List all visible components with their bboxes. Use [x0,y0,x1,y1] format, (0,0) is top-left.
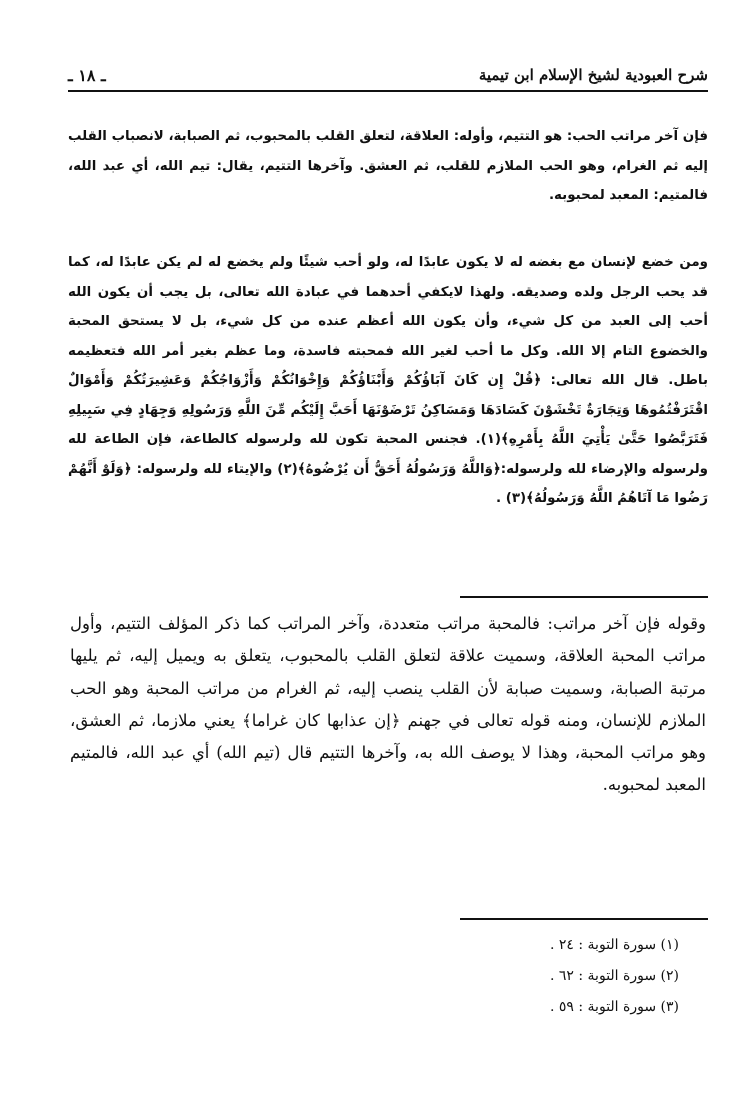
main-paragraph-1-text: فإن آخر مراتب الحب: هو التتيم، وأوله: العلاقة، لتعلق القلب بالمحبوب، ثم الصبابة، لانصباب القلب إليه ثم الغرام، وهو الحب الملازم للقلب، ثم العشق. وآخرها التتيم، يقال: تيم الله، أي عبد الله، فالمتيم: المعبد لمحبوبه. [68,129,708,203]
book-title: شرح العبودية لشيخ الإسلام ابن تيمية [478,66,708,84]
header-rule [68,90,708,92]
main-text-paragraph-2 [68,248,708,514]
main-paragraph-2-text: ومن خضع لإنسان مع بغضه له لا يكون عابدًا له، ولو أحب شيئًا ولم يخضع له لم يكن عابدًا له، كما قد يحب الرجل ولده وصديقه. ولهذا لايكفي أحدهما في عبادة الله تعالى، بل يجب أن يكون الله أحب إلى العبد من كل شيء، وأن يكون الله أعظم عنده من كل شيء، بل لا يستحق المحبة والخضوع التام إلا الله. وكل ما أحب لغير الله فمحبته فاسدة، وما عظم بغير أمر الله فتعظيمه باطل. قال الله تعالى: ﴿قُلْ إِن كَانَ آبَاؤُكُمْ وَأَبْنَاؤُكُمْ وَإِخْوَانُكُمْ وَأَزْوَاجُكُمْ وَعَشِيرَتُكُمْ وَأَمْوَالٌ اقْتَرَفْتُمُوهَا وَتِجَارَةٌ تَخْشَوْنَ كَسَادَهَا وَمَسَاكِنُ تَرْضَوْنَهَا أَحَبَّ إِلَيْكُم مِّنَ اللَّهِ وَرَسُولِهِ وَجِهَادٍ فِي سَبِيلِهِ فَتَرَبَّصُوا حَتَّىٰ يَأْتِيَ اللَّهُ بِأَمْرِهِ﴾(١). فجنس المحبة تكون لله ولرسوله كالطاعة، فإن الطاعة لله ولرسوله والإرضاء لله ولرسوله:﴿وَاللَّهُ وَرَسُولُهُ أَحَقُّ أَن يُرْضُوهُ﴾(٢) والإيتاء لله ولرسوله: ﴿وَلَوْ أَنَّهُمْ رَضُوا مَا آتَاهُمُ اللَّهُ وَرَسُولُهُ﴾(٣) . [68,255,709,506]
separator-rule [460,596,708,598]
footnotes [439,930,679,1023]
footnote-1: (١) سورة التوبة : ٢٤ . [549,937,679,953]
page-number: ـ ١٨ ـ [68,65,106,85]
footnote-rule [460,918,708,920]
footnote-3: (٣) سورة التوبة : ٥٩ . [549,999,679,1015]
commentary-block [70,608,706,802]
commentary-text: وقوله فإن آخر مراتب: فالمحبة مراتب متعددة، وآخر المراتب كما ذكر المؤلف التتيم، وأول مراتب المحبة العلاقة، وسميت علاقة لتعلق القلب بالمحبوب، يتعلق به ويميل إليه، ثم يليها مرتبة الصبابة، وسميت صبابة لأن القلب ينصب إليه، ثم الغرام من مراتب المحبة وهو الحب الملازم للإنسان، ومنه قوله تعالى في جهنم ﴿إن عذابها كان غراما﴾ يعني ملازما، ثم العشق، وهو مراتب المحبة، وهذا لا يوصف الله به، وآخرها التتيم قال (تيم الله) أي عبد الله، فالمتيم المعبد لمحبوبه. [70,614,706,795]
main-text-paragraph-1 [68,122,708,211]
running-header [68,60,708,90]
footnote-2: (٢) سورة التوبة : ٦٢ . [549,968,679,984]
